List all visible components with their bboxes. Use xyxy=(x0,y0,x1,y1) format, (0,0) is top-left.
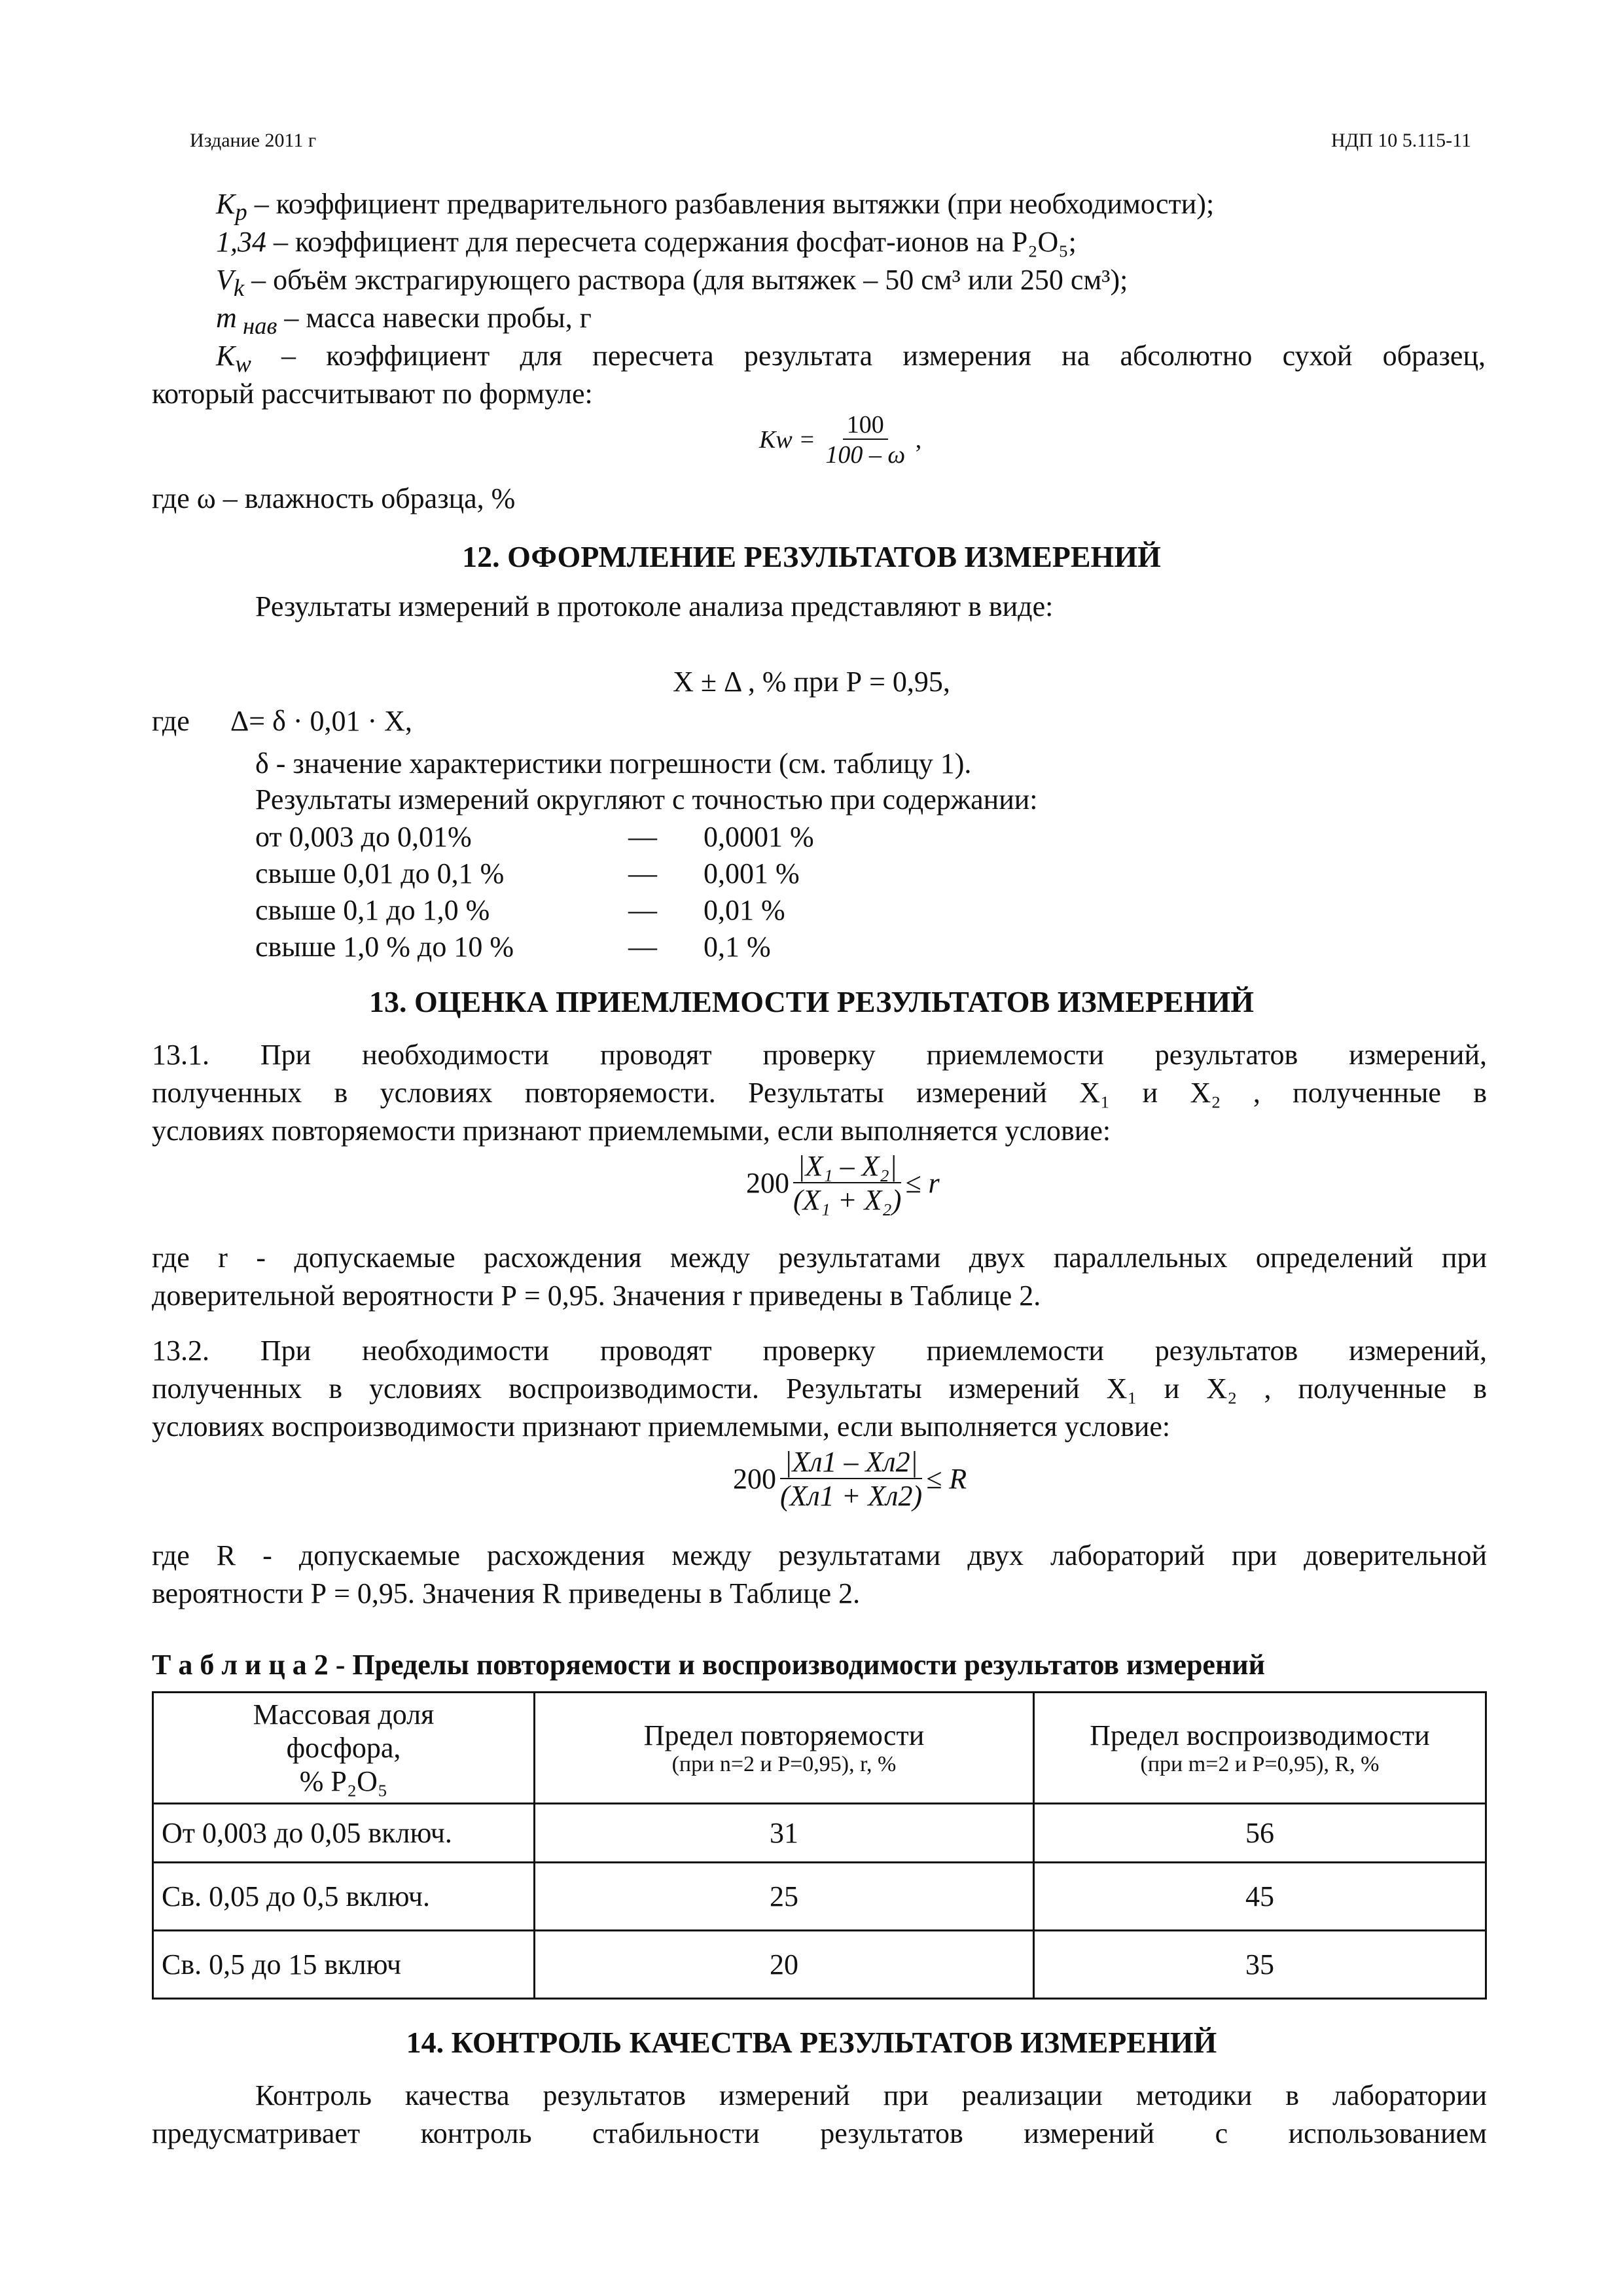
rounding-precision: 0,01 % xyxy=(704,894,785,926)
table-cell-r: 20 xyxy=(535,1931,1034,1999)
section-13-title: 13. ОЦЕНКА ПРИЕМЛЕМОСТИ РЕЗУЛЬТАТОВ ИЗМЕРЕНИЙ xyxy=(368,985,1255,1018)
rounding-dash: — xyxy=(628,857,657,889)
delta-definition: δ - значение характеристики погрешности (см. таблицу 1). xyxy=(255,747,972,780)
reproducibility-formula: 200 $\frac{|Xл1 - Xл2|}{(Xл1 + Xл2)}$ ≤ R xyxy=(733,1446,967,1512)
rounding-precision: 0,001 % xyxy=(704,857,800,889)
rounding-range: свыше 0,1 до 1,0 % xyxy=(255,894,490,926)
section-14-line: Контроль качества результатов измерений при реализации методики в лаборатории xyxy=(255,2079,1487,2111)
table-cell-r: 25 xyxy=(535,1863,1034,1931)
section-12-title: 12. ОФОРМЛЕНИЕ РЕЗУЛЬТАТОВ ИЗМЕРЕНИЙ xyxy=(462,540,1161,573)
rounding-dash: — xyxy=(628,821,657,853)
section-13-2-line: полученных в условиях воспроизводимости. Результаты измерений X₁ и X₂ , полученные в xyxy=(152,1372,1487,1405)
section-13-1-line: полученных в условиях повторяемости. Результаты измерений X₁ и X₂ , полученные в xyxy=(152,1077,1488,1109)
rounding-intro: Результаты измерений округляют с точностью при содержании: xyxy=(255,783,1038,816)
section-13-1-line: 13.1. При необходимости проводят проверку приемлемости результатов измерений, xyxy=(152,1039,1487,1071)
where-label: где xyxy=(152,705,190,737)
repeatability-formula: 200 $\frac{\text{|X₁ – X₂|}}{\text{(X₁ + X₂)}}$ ≤ r xyxy=(746,1150,940,1216)
table-header-row xyxy=(153,1693,1486,1804)
table-cell-range: Св. 0,05 до 0,5 включ. xyxy=(153,1863,535,1931)
column-header-repeatability: Предел повторяемости (при n=2 и Р=0,95), r, % xyxy=(535,1693,1034,1804)
table-cell-R: 45 xyxy=(1034,1863,1486,1931)
definition-vk: $V_k$ – объём экстрагирующего раствора (для вытяжек – 50 см³ или 250 см³); xyxy=(216,264,1128,301)
section-14-line: предусматривает контроль стабильности результатов измерений с использованием xyxy=(152,2117,1487,2149)
table-cell-R: 56 xyxy=(1034,1804,1486,1863)
formula-kw: Kw = $\frac{100}{100 - \omega}$ , xyxy=(759,411,922,469)
definition-kw: $K_w$ – коэффициент для пересчета результата измерения на абсолютно сухой образец, xyxy=(216,340,1486,377)
section-13-2-after: где R - допускаемые расхождения между результатами двух лабораторий при доверительной xyxy=(152,1539,1487,1571)
table-2-caption: Т а б л и ц а 2 - Пределы повторяемости и воспроизводимости результатов измерений xyxy=(152,1649,1266,1681)
section-13-1-after: доверительной вероятности Р = 0,95. Значения r приведены в Таблице 2. xyxy=(152,1280,1041,1312)
section-13-2-after: вероятности Р = 0,95. Значения R приведены в Таблице 2. xyxy=(152,1577,861,1609)
rounding-dash: — xyxy=(628,931,657,963)
table-row xyxy=(153,1804,1486,1863)
section-13-2-line: 13.2. При необходимости проводят проверку приемлемости результатов измерений, xyxy=(152,1335,1487,1367)
rounding-range: свыше 1,0 % до 10 % xyxy=(255,931,514,963)
column-header-reproducibility: Предел воспроизводимости (при m=2 и Р=0,95), R, % xyxy=(1034,1693,1486,1804)
omega-definition: где ω – влажность образца, % xyxy=(152,482,516,514)
result-formula: X ± Δ , % при Р = 0,95, xyxy=(673,666,950,698)
rounding-precision: 0,0001 % xyxy=(704,821,814,853)
edition-label: Издание 2011 г xyxy=(190,130,317,151)
section-13-1-after: где r - допускаемые расхождения между результатами двух параллельных определений при xyxy=(152,1242,1487,1274)
section-13-2-line: условиях воспроизводимости признают приемлемыми, если выполняется условие: xyxy=(152,1410,1171,1443)
definition-134: 1,34 – коэффициент для пересчета содержания фосфат-ионов на P₂O₅; xyxy=(216,226,1077,258)
column-header-mass-fraction: Массовая доля фосфора, % P₂O₅ xyxy=(153,1693,535,1804)
definition-kp: $K_p$ – коэффициент предварительного разбавления вытяжки (при необходимости); xyxy=(216,188,1215,225)
rounding-range: от 0,003 до 0,01% xyxy=(255,821,472,853)
definition-mnav: m $_{нав}$ – масса навески пробы, г xyxy=(216,302,592,339)
section-12-intro: Результаты измерений в протоколе анализа представляют в виде: xyxy=(255,590,1054,622)
section-14-title: 14. КОНТРОЛЬ КАЧЕСТВА РЕЗУЛЬТАТОВ ИЗМЕРЕНИЙ xyxy=(406,2026,1217,2059)
table-row xyxy=(153,1931,1486,1999)
delta-formula: Δ= δ · 0,01 · X, xyxy=(230,705,412,737)
table-row xyxy=(153,1863,1486,1931)
table-cell-range: Св. 0,5 до 15 включ xyxy=(153,1931,535,1999)
table-cell-R: 35 xyxy=(1034,1931,1486,1999)
section-13-1-line: условиях повторяемости признают приемлемыми, если выполняется условие: xyxy=(152,1115,1111,1147)
definition-kw-cont: который рассчитывают по формуле: xyxy=(152,378,593,410)
document-code: НДП 10 5.115-11 xyxy=(1330,130,1471,151)
table-cell-r: 31 xyxy=(535,1804,1034,1863)
rounding-precision: 0,1 % xyxy=(704,931,771,963)
rounding-range: свыше 0,01 до 0,1 % xyxy=(255,857,505,889)
table-cell-range: От 0,003 до 0,05 включ. xyxy=(153,1804,535,1863)
table-2 xyxy=(152,1691,1487,2000)
rounding-dash: — xyxy=(628,894,657,926)
